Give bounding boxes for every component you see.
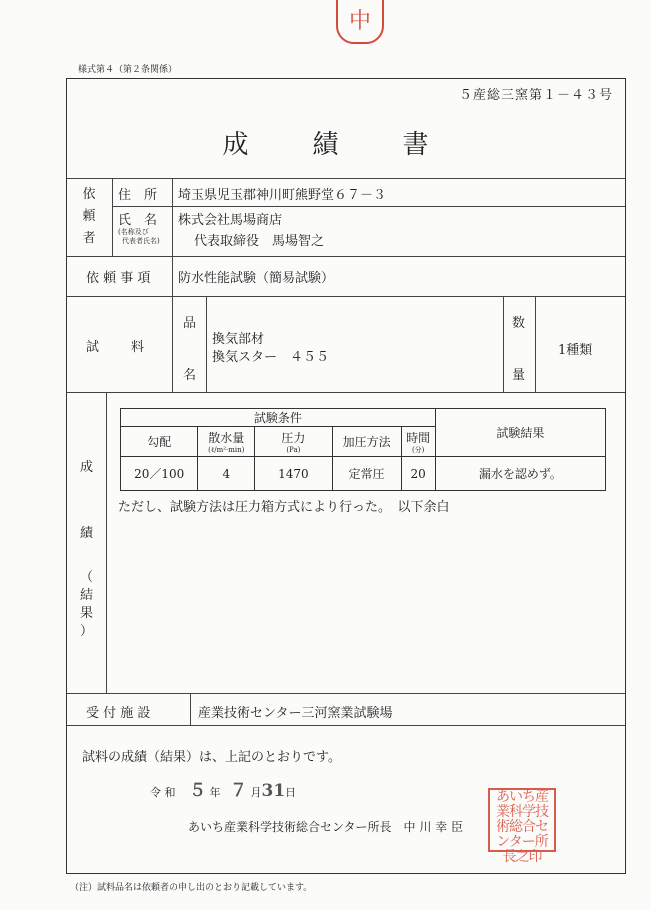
column-header xyxy=(121,427,198,457)
signatory: あいち産業科学技術総合センター所長 中 川 幸 臣 xyxy=(188,820,463,834)
method-cell: 定常圧 xyxy=(332,457,401,491)
top-seal-stamp xyxy=(336,0,384,44)
address-value: 埼玉県児玉郡神川町熊野堂６７－３ xyxy=(178,188,387,203)
results-label-char: ） xyxy=(80,624,94,639)
request-item-label: 依 頼 事 項 xyxy=(86,271,151,286)
date-day: 31 xyxy=(261,781,286,801)
column-unit: (Pa) xyxy=(286,446,301,454)
slope-cell: 20／100 xyxy=(121,457,198,491)
results-label-char: 成 xyxy=(80,460,94,475)
divider xyxy=(172,296,173,392)
official-seal-stamp: あいち産業科学技術総合センター所長之印 xyxy=(488,788,556,852)
column-label: 加圧方法 xyxy=(342,435,391,449)
divider xyxy=(112,178,113,256)
divider xyxy=(172,178,173,256)
date-year: ５ xyxy=(189,781,206,801)
divider xyxy=(112,206,625,207)
column-header xyxy=(198,427,255,457)
results-label-char: 果 xyxy=(80,606,94,621)
result-cell: 漏水を認めず。 xyxy=(435,457,605,491)
title-char: 績 xyxy=(312,130,339,160)
footnote: （注）試料品名は依頼者の申し出のとおり記載しています。 xyxy=(70,883,313,893)
reception-value: 産業技術センター三河窯業試験場 xyxy=(198,706,393,721)
column-label: 圧力 xyxy=(281,431,306,445)
results-label-char: 績 xyxy=(80,526,94,541)
product-label-bottom: 名 xyxy=(183,368,197,383)
address-label: 住 所 xyxy=(118,188,158,203)
date-month-unit: 月 xyxy=(250,786,262,799)
label-char: 頼 xyxy=(82,209,96,224)
top-seal-text: 中 xyxy=(348,8,371,34)
test-conditions-table xyxy=(120,408,606,491)
certification-statement: 試料の成績（結果）は、上記のとおりです。 xyxy=(82,750,341,765)
divider xyxy=(503,296,504,392)
result-header: 試験結果 xyxy=(435,409,605,457)
column-header xyxy=(332,427,401,457)
column-header xyxy=(401,427,435,457)
divider xyxy=(535,296,536,392)
name-label: 氏 名 xyxy=(118,213,158,228)
sample-label: 試 料 xyxy=(86,340,147,355)
name-sublabel-2: 代表者氏名) xyxy=(122,237,160,245)
column-unit: (分) xyxy=(411,446,425,454)
divider xyxy=(67,725,625,726)
divider xyxy=(190,693,191,725)
divider xyxy=(67,392,625,393)
form-label: 様式第４（第２条関係） xyxy=(78,65,178,75)
document-title xyxy=(0,124,651,161)
reception-label: 受 付 施 設 xyxy=(86,706,151,721)
quantity-label-bottom: 量 xyxy=(512,368,526,383)
conditions-header: 試験条件 xyxy=(121,409,436,427)
divider xyxy=(67,693,625,694)
column-label: 時間 xyxy=(406,431,431,445)
title-char: 成 xyxy=(222,130,249,160)
date-month: ７ xyxy=(230,781,247,801)
request-item-value: 防水性能試験（簡易試験） xyxy=(178,271,335,286)
label-char: 依 xyxy=(82,187,96,202)
water-cell: 4 xyxy=(198,457,255,491)
representative-name: 代表取締役 馬場智之 xyxy=(194,234,325,249)
pressure-cell: 1470 xyxy=(255,457,332,491)
date-era: 令 和 xyxy=(150,786,176,799)
results-label-char: （ xyxy=(80,570,94,585)
product-label-top: 品 xyxy=(183,316,197,331)
column-header xyxy=(255,427,332,457)
results-note: ただし、試験方法は圧力箱方式により行った。 以下余白 xyxy=(118,500,450,515)
results-label-char: 結 xyxy=(80,588,94,603)
company-name: 株式会社馬場商店 xyxy=(178,213,283,228)
document-number: ５産総三窯第１－４３号 xyxy=(458,88,613,103)
date-day-unit: 日 xyxy=(285,786,297,799)
divider xyxy=(106,392,107,693)
quantity-label-top: 数 xyxy=(512,316,526,331)
divider xyxy=(67,296,625,297)
column-label: 勾配 xyxy=(147,435,172,449)
product-name-line-2: 換気スター ４５５ xyxy=(212,350,330,365)
divider xyxy=(67,256,625,257)
issue-date xyxy=(150,776,296,801)
column-unit: (ℓ/m²·min) xyxy=(208,446,245,454)
name-sublabel-1: (名称及び xyxy=(118,228,149,236)
column-label: 散水量 xyxy=(208,431,245,445)
divider xyxy=(67,178,625,179)
requester-section-label xyxy=(82,184,96,250)
quantity-value: 1種類 xyxy=(558,343,593,358)
label-char: 者 xyxy=(82,231,96,246)
divider xyxy=(172,256,173,296)
title-char: 書 xyxy=(402,130,429,160)
product-name-line-1: 換気部材 xyxy=(212,332,265,347)
date-year-unit: 年 xyxy=(209,786,221,799)
time-cell: 20 xyxy=(401,457,435,491)
divider xyxy=(206,296,207,392)
